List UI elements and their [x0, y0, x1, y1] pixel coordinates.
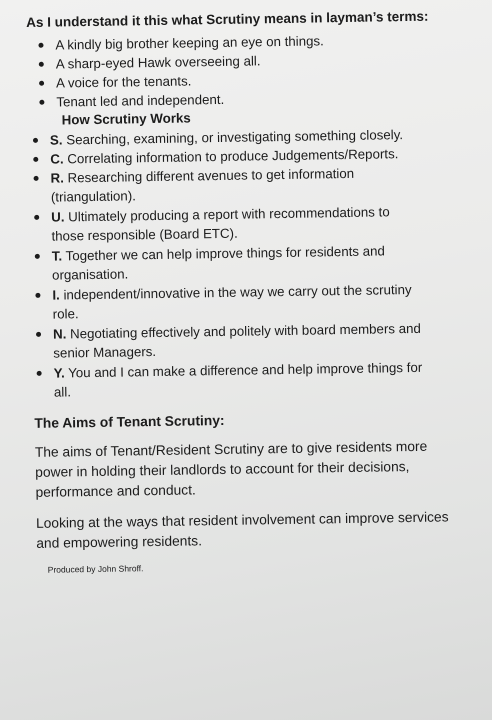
- bullet-icon: [36, 332, 41, 337]
- author-credit: Produced by John Shroff.: [47, 563, 144, 575]
- acrostic-text: Negotiating effectively and politely with board members and: [66, 320, 421, 342]
- bullet-icon: [39, 100, 44, 105]
- bullet-icon: [34, 176, 39, 181]
- bullet-icon: [38, 43, 43, 48]
- intro-heading: As I understand it this what Scrutiny means in layman’s terms:: [26, 8, 429, 30]
- meanings-list: [26, 29, 467, 112]
- acrostic-text-continued: senior Managers.: [53, 343, 157, 361]
- acrostic-text: Researching different avenues to get information: [63, 165, 355, 186]
- meaning-text: A voice for the tenants.: [55, 73, 192, 91]
- acrostic-item-r: [33, 162, 469, 207]
- acrostic-text: Ultimately producing a report with recommendations to: [64, 204, 390, 225]
- bullet-icon: [35, 254, 40, 259]
- acrostic-letter: U.: [51, 209, 65, 225]
- acrostic-item-u: [34, 201, 470, 246]
- acrostic-text-continued: role.: [52, 306, 79, 322]
- bullet-icon: [39, 62, 44, 67]
- acrostic-text-continued: (triangulation).: [50, 188, 136, 205]
- acrostic-letter: I.: [52, 287, 60, 303]
- acrostic-text-continued: those responsible (Board ETC).: [51, 225, 238, 244]
- acrostic-letter: T.: [51, 248, 63, 264]
- acrostic-text: Searching, examining, or investigating something closely.: [62, 127, 404, 148]
- document-body: [26, 7, 475, 576]
- meaning-text: A sharp-eyed Hawk overseeing all.: [55, 53, 261, 72]
- acrostic-text-continued: organisation.: [51, 266, 129, 283]
- aims-paragraph: The aims of Tenant/Resident Scrutiny are to give residents more power in holding their landlords to account for their decisions, performance and conduct.: [34, 438, 428, 500]
- acrostic-text: You and I can make a difference and help improve things for: [64, 359, 423, 381]
- acrostic-item-t: [35, 240, 471, 285]
- bullet-icon: [34, 215, 39, 220]
- how-scrutiny-works-heading: How Scrutiny Works: [61, 110, 191, 128]
- acrostic-letter: S.: [49, 132, 63, 148]
- acrostic-text-continued: all.: [53, 384, 72, 400]
- involvement-paragraph: Looking at the ways that resident involvement can improve services and empowering residents.: [35, 509, 449, 551]
- bullet-icon: [37, 371, 42, 376]
- meaning-text: Tenant led and independent.: [56, 91, 225, 110]
- acrostic-text: Together we can help improve things for residents and: [62, 243, 385, 264]
- bullet-icon: [39, 81, 44, 86]
- meaning-text: A kindly big brother keeping an eye on things.: [55, 33, 324, 53]
- acrostic-item-y: [36, 357, 472, 402]
- acrostic-item-i: [35, 279, 471, 324]
- acrostic-item-n: [36, 318, 472, 363]
- acrostic-text: independent/innovative in the way we carry out the scrutiny: [59, 281, 412, 303]
- acrostic-list: [28, 124, 472, 402]
- bullet-icon: [33, 157, 38, 162]
- aims-heading: The Aims of Tenant Scrutiny:: [34, 412, 225, 431]
- bullet-icon: [35, 293, 40, 298]
- acrostic-text: Correlating information to produce Judgements/Reports.: [63, 146, 399, 167]
- acrostic-letter: C.: [50, 151, 64, 167]
- bullet-icon: [33, 138, 38, 143]
- acrostic-letter: Y.: [53, 365, 65, 381]
- acrostic-letter: N.: [52, 326, 67, 342]
- acrostic-letter: R.: [50, 170, 65, 186]
